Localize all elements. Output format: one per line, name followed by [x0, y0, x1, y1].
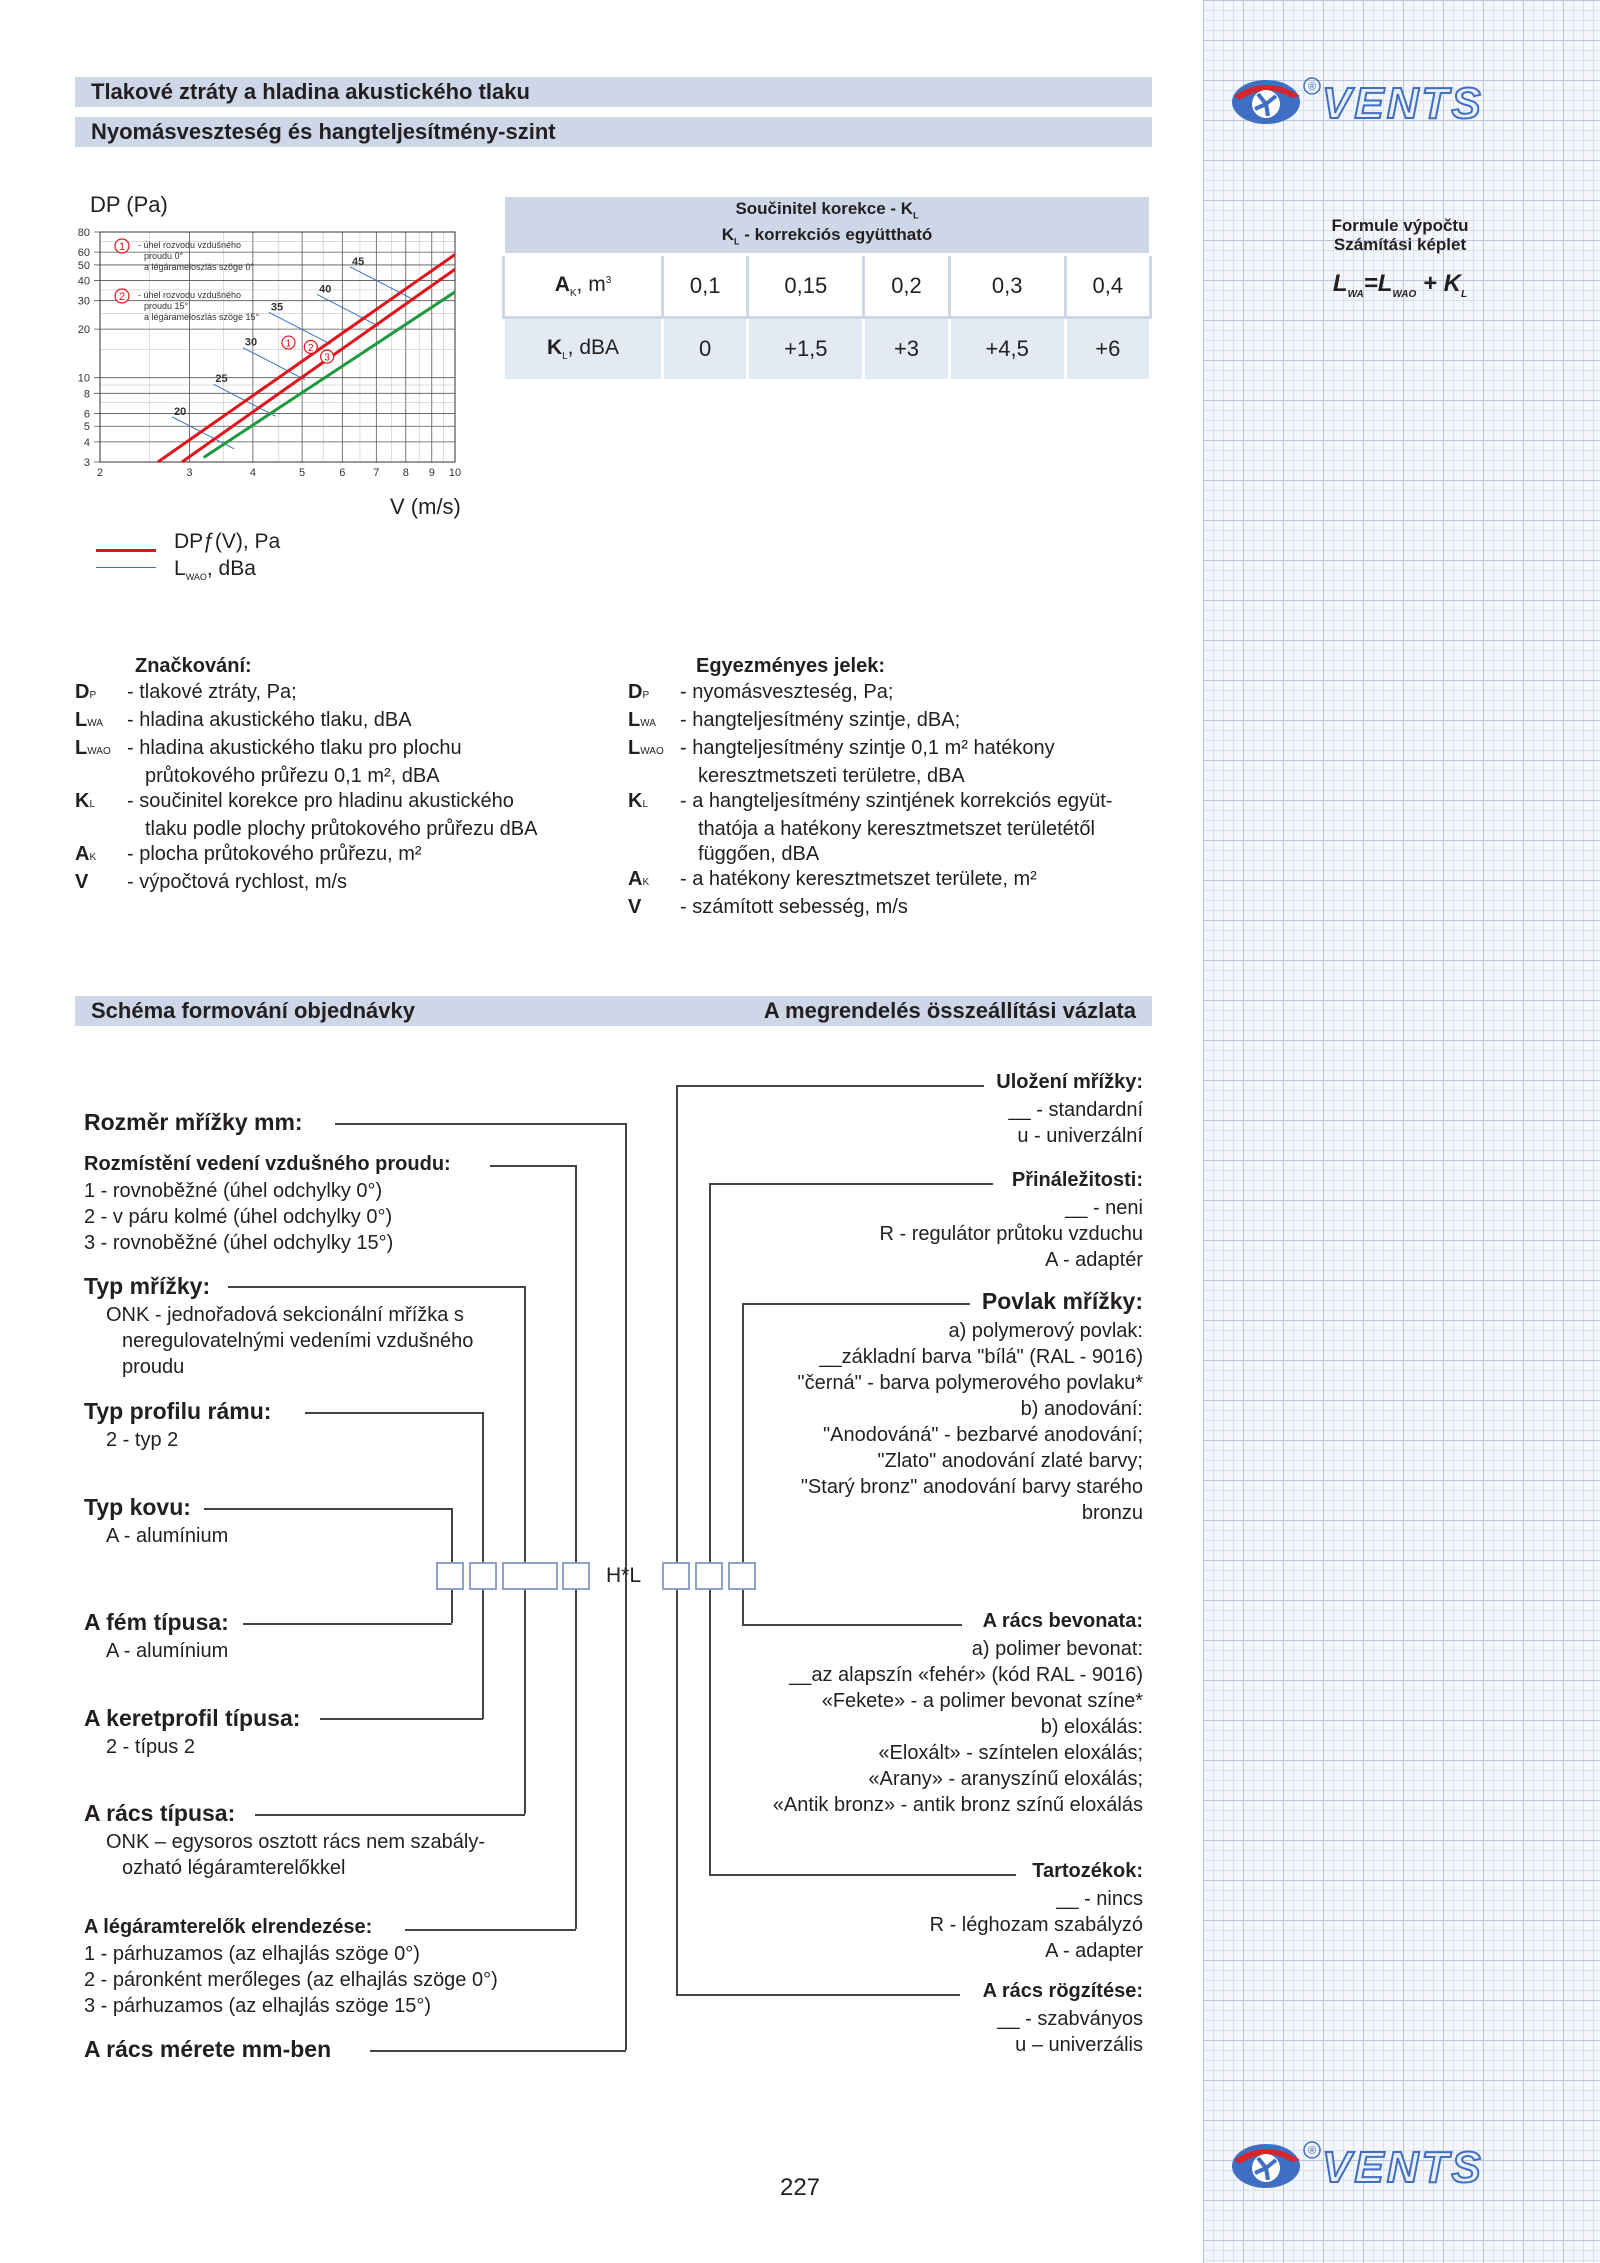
symbol-description: - hangteljesítmény szintje, dBA;	[680, 709, 961, 731]
table-row-ak	[504, 255, 1151, 318]
list-item: bronzu	[1081, 1502, 1143, 1524]
point-marker-label: 1	[285, 338, 292, 350]
symbol-description: - hangteljesítmény szintje 0,1 m² hatékony	[680, 737, 1055, 759]
type-cz-options	[106, 1302, 473, 1380]
list-item: «Fekete» - a polimer bevonat színe*	[821, 1690, 1143, 1712]
annotation-text: - úhel rozvodu vzdušného	[138, 290, 242, 300]
dist-hu-options	[84, 1941, 498, 2019]
coat-hu-options	[773, 1636, 1143, 1818]
size-hu-label: A rács mérete mm-ben	[84, 2036, 332, 2062]
type-hu-label: A rács típusa:	[84, 1800, 236, 1826]
legend-cz-item	[75, 842, 635, 870]
legend-blue-swatch	[96, 567, 156, 568]
metal-hu-option: A - alumínium	[106, 1640, 229, 1662]
x-tick-label: 6	[339, 467, 346, 479]
dba-label: 45	[351, 255, 365, 268]
list-item: 2 - v páru kolmé (úhel odchylky 0°)	[84, 1206, 393, 1228]
y-tick-label: 6	[83, 408, 90, 421]
list-item: ozható légáramterelőkkel	[122, 1857, 346, 1879]
connector-line	[709, 1183, 993, 1185]
legend-cz-item	[75, 870, 635, 895]
code-box-mount[interactable]	[662, 1562, 690, 1590]
symbol: LWAO	[75, 737, 111, 759]
connector-line	[524, 1286, 526, 1814]
order-title-cz: Schéma formování objednávky	[91, 998, 415, 1023]
code-hl: H*L	[606, 1564, 642, 1587]
legend-cz-heading: Značkování:	[135, 655, 252, 677]
symbol: V	[75, 871, 89, 893]
legend-hu-item-continued: keresztmetszeti területre, dBA	[698, 765, 965, 787]
order-title-hu: A megrendelés összeállítási vázlata	[763, 998, 1136, 1023]
pressure-chart	[60, 222, 480, 482]
list-item: "Anodováná" - bezbarvé anodování;	[823, 1424, 1143, 1446]
page-number: 227	[779, 2174, 821, 2201]
list-item: A - adapter	[1045, 1940, 1143, 1962]
legend-hu-item-continued: thatója a hatékony keresztmetszet területétől	[698, 818, 1095, 840]
list-item: "Zlato" anodování zlaté barvy;	[877, 1450, 1143, 1472]
dba-line	[269, 312, 331, 344]
correction-table	[502, 194, 1152, 382]
x-tick-label: 10	[448, 467, 462, 479]
table-cell: 0,3	[949, 255, 1065, 318]
size-cz-label: Rozměr mřížky mm:	[84, 1109, 303, 1135]
table-cell: +1,5	[748, 318, 864, 381]
legend-hu-item	[628, 895, 1168, 920]
symbol: DP	[628, 681, 650, 703]
symbol: DP	[75, 681, 97, 703]
connector-line	[243, 1623, 452, 1625]
list-item: u - univerzální	[1017, 1125, 1143, 1147]
list-item: __ - neni	[1065, 1197, 1143, 1219]
connector-line	[405, 1929, 576, 1931]
dba-label: 25	[215, 373, 228, 386]
type-cz-label: Typ mřížky:	[84, 1273, 211, 1299]
legend-red-swatch	[96, 549, 156, 552]
symbol-description: - tlakové ztráty, Pa;	[127, 681, 297, 703]
row-label-ak: $A_K$, $m^3$	[504, 255, 663, 318]
y-tick-label: 20	[77, 324, 90, 337]
connector-line	[575, 1165, 577, 1929]
annotation-text: a légárameloszlás szöge 15°	[144, 312, 260, 322]
list-item: __az alapszín «fehér» (kód RAL - 9016)	[789, 1664, 1143, 1686]
connector-line	[370, 2050, 626, 2052]
chart-xlabel: V (m/s)	[390, 494, 461, 519]
list-item: «Eloxált» - színtelen eloxálás;	[878, 1742, 1143, 1764]
y-tick-label: 5	[83, 421, 90, 434]
x-tick-label: 2	[96, 467, 104, 479]
list-item: u – univerzális	[1015, 2034, 1143, 2056]
order-bar	[75, 996, 1152, 1026]
x-tick-label: 5	[299, 467, 306, 479]
dba-line	[350, 267, 412, 299]
frame-cz-label: Typ profilu rámu:	[84, 1398, 272, 1424]
table-cell: 0	[663, 318, 748, 381]
formula-expression: $L_{WA}=L_{WAO} + K_L$	[1332, 270, 1468, 300]
list-item: proudu	[122, 1356, 185, 1378]
x-tick-label: 7	[373, 467, 380, 479]
mount-hu-options	[997, 2006, 1143, 2058]
svg-text:VENTS: VENTS	[1322, 79, 1484, 128]
legend-hu-item	[628, 680, 1168, 708]
table-cell: 0,1	[663, 255, 748, 318]
annotation-text: proudu 0°	[144, 251, 184, 261]
legend-hu-item-continued: függően, dBA	[698, 843, 820, 865]
x-tick-label: 3	[186, 467, 193, 479]
type-hu-options	[106, 1829, 485, 1881]
point-marker-label: 2	[307, 342, 314, 354]
symbol-description: - výpočtová rychlost, m/s	[127, 871, 348, 893]
symbol-description: - nyomásveszteség, Pa;	[680, 681, 894, 703]
list-item: «Antik bronz» - antik bronz színű eloxálás	[772, 1794, 1143, 1816]
legend-cz-item-continued: průtokového průřezu 0,1 m², dBA	[145, 765, 440, 787]
code-box-size[interactable]	[436, 1562, 464, 1590]
list-item: b) eloxálás:	[1040, 1716, 1143, 1738]
table-row-kl	[504, 318, 1151, 381]
y-tick-label: 30	[77, 295, 90, 308]
list-item: 3 - párhuzamos (az elhajlás szöge 15°)	[84, 1995, 432, 2017]
dist-cz-label: Rozmístění vedení vzdušného proudu:	[84, 1153, 451, 1175]
legend-cz-item	[75, 680, 635, 708]
mount-cz-options	[1008, 1097, 1143, 1149]
list-item: R - regulátor průtoku vzduchu	[879, 1223, 1143, 1245]
list-item: __ - szabványos	[997, 2008, 1143, 2030]
dba-label: 20	[173, 405, 187, 418]
legend-cz-item	[75, 708, 635, 736]
symbol-description: - hladina akustického tlaku pro plochu	[127, 737, 462, 759]
table-cell: 0,2	[864, 255, 949, 318]
symbol: KL	[75, 790, 96, 812]
list-item: 1 - párhuzamos (az elhajlás szöge 0°)	[84, 1943, 420, 1965]
connector-line	[204, 1508, 452, 1510]
connector-line	[676, 1085, 984, 1087]
list-item: 1 - rovnoběžné (úhel odchylky 0°)	[84, 1180, 383, 1202]
list-item: "černá" - barva polymerového povlaku*	[797, 1372, 1143, 1394]
header-title-cz: Tlakové ztráty a hladina akustického tlaku	[91, 79, 530, 104]
connector-line	[255, 1814, 525, 1816]
correction-table-header: Součinitel korekce - $K_L$ $K_L$ - korrekciós együttható	[504, 196, 1151, 255]
dba-label: 30	[244, 336, 258, 349]
code-box-accessory[interactable]	[695, 1562, 723, 1590]
symbol: LWA	[75, 709, 103, 731]
symbol: LWAO	[628, 737, 664, 759]
dist-hu-label: A légáramterelők elrendezése:	[84, 1916, 373, 1938]
table-cell: +4,5	[949, 318, 1065, 381]
connector-line	[676, 1994, 960, 1996]
symbol-description: - plocha průtokového průřezu, m²	[127, 843, 422, 865]
point-marker-label: 3	[324, 352, 330, 364]
metal-cz-label: Typ kovu:	[84, 1494, 191, 1520]
formula-title	[1250, 216, 1550, 254]
connector-line	[305, 1412, 483, 1414]
annotation-marker-label: 1	[118, 241, 126, 253]
symbol: LWA	[628, 709, 656, 731]
annotation-text: proudu 15°	[144, 301, 189, 311]
connector-line	[709, 1874, 1016, 1876]
legend-hu-heading: Egyezményes jelek:	[696, 655, 885, 677]
row-label-kl: $K_L$, dBA	[504, 318, 663, 381]
y-tick-label: 8	[83, 388, 90, 401]
list-item: ONK - jednořadová sekcionální mřížka s	[106, 1304, 464, 1326]
connector-line	[742, 1624, 962, 1626]
legend-blue-label: $L_{WAO}$, dBa	[174, 557, 256, 583]
formula-title-hu: Számítási képlet	[1333, 235, 1467, 254]
acc-cz-options	[880, 1195, 1143, 1273]
symbol: AK	[628, 868, 650, 890]
acc-hu-label: Tartozékok:	[1032, 1860, 1143, 1882]
x-tick-label: 9	[428, 467, 435, 479]
svg-text:®: ®	[1308, 81, 1317, 93]
coat-cz-options	[798, 1318, 1144, 1526]
vents-logo-top	[1228, 74, 1558, 130]
list-item: ONK – egysoros osztott rács nem szabály-	[106, 1831, 486, 1853]
legend-cz-item-continued: tlaku podle plochy průtokového průřezu dBA	[145, 818, 538, 840]
annotation-marker-label: 2	[118, 291, 126, 303]
connector-line	[228, 1286, 525, 1288]
x-tick-label: 4	[249, 467, 256, 479]
y-tick-label: 10	[77, 372, 90, 385]
acc-hu-options	[930, 1886, 1143, 1964]
list-item: «Arany» - aranyszínű eloxálás;	[868, 1768, 1143, 1790]
code-box-frame[interactable]	[562, 1562, 590, 1590]
list-item: __ - standardní	[1008, 1099, 1143, 1121]
legend-cz-item	[75, 789, 635, 817]
header-bar-cz	[75, 77, 1152, 107]
list-item: 3 - rovnoběžné (úhel odchylky 15°)	[84, 1232, 394, 1254]
legend-hu-item	[628, 867, 1168, 895]
legend-red-label: DPƒ(V), Pa	[174, 530, 281, 553]
y-tick-label: 3	[83, 457, 90, 469]
y-tick-label: 40	[77, 275, 90, 288]
chart-ylabel: DP (Pa)	[90, 192, 168, 217]
connector-line	[742, 1303, 970, 1305]
list-item: a) polimer bevonat:	[971, 1638, 1143, 1660]
list-item: "Starý bronz" anodování barvy starého	[800, 1476, 1143, 1498]
y-tick-label: 80	[77, 227, 90, 239]
series-line-1	[158, 255, 455, 462]
formula-title-cz: Formule výpočtu	[1331, 216, 1469, 235]
legend-cz	[75, 655, 635, 895]
symbol: AK	[75, 843, 97, 865]
table-cell: 0,4	[1065, 255, 1150, 318]
connector-line	[709, 1183, 711, 1874]
y-tick-label: 60	[77, 247, 90, 260]
mount-hu-label: A rács rögzítése:	[982, 1980, 1143, 2002]
connector-line	[335, 1123, 625, 1125]
dist-cz-options	[84, 1178, 393, 1256]
list-item: A - adaptér	[1045, 1249, 1143, 1271]
dba-line	[317, 294, 379, 326]
code-box-coating[interactable]	[728, 1562, 756, 1590]
metal-hu-label: A fém típusa:	[84, 1609, 229, 1635]
frame-cz-option: 2 - typ 2	[106, 1429, 179, 1451]
code-box-distribution[interactable]	[469, 1562, 497, 1590]
header-bar-hu	[75, 117, 1152, 147]
header-title-hu: Nyomásveszteség és hangteljesítmény-szint	[91, 119, 556, 144]
svg-text:VENTS: VENTS	[1322, 2143, 1484, 2192]
sidebar-grid	[1203, 0, 1600, 2263]
dba-line	[243, 348, 305, 380]
table-cell: +3	[864, 318, 949, 381]
connector-line	[490, 1165, 576, 1167]
legend-hu-item	[628, 708, 1168, 736]
legend-cz-item	[75, 736, 635, 764]
symbol-description: - a hangteljesítmény szintjének korrekciós együt-	[680, 790, 1113, 812]
dba-label: 35	[270, 301, 284, 314]
list-item: neregulovatelnými vedeními vzdušného	[122, 1330, 474, 1352]
table-cell: 0,15	[748, 255, 864, 318]
legend-hu-item	[628, 789, 1168, 817]
metal-cz-option: A - alumínium	[106, 1525, 229, 1547]
svg-text:®: ®	[1308, 2145, 1317, 2157]
symbol: KL	[628, 790, 649, 812]
list-item: a) polymerový povlak:	[948, 1320, 1143, 1342]
symbol-description: - součinitel korekce pro hladinu akustického	[127, 790, 514, 812]
y-tick-label: 50	[77, 259, 90, 272]
coat-cz-label: Povlak mřížky:	[981, 1288, 1143, 1314]
frame-hu-option: 2 - típus 2	[106, 1736, 195, 1758]
acc-cz-label: Přináležitosti:	[1011, 1169, 1143, 1191]
legend-hu	[628, 655, 1168, 920]
table-cell: +6	[1065, 318, 1150, 381]
symbol-description: - hladina akustického tlaku, dBA	[127, 709, 412, 731]
mount-cz-label: Uložení mřížky:	[996, 1071, 1143, 1093]
symbol-description: - számított sebesség, m/s	[680, 896, 908, 918]
connector-line	[320, 1718, 483, 1720]
list-item: __základní barva "bílá" (RAL - 9016)	[819, 1346, 1143, 1368]
annotation-text: a légárameloszlás szöge 0°	[144, 262, 255, 272]
coat-hu-label: A rács bevonata:	[982, 1610, 1143, 1632]
list-item: R - léghozam szabályzó	[929, 1914, 1143, 1936]
connector-line	[676, 1085, 678, 1995]
symbol-description: - a hatékony keresztmetszet területe, m²	[680, 868, 1037, 890]
frame-hu-label: A keretprofil típusa:	[84, 1705, 301, 1731]
x-tick-label: 8	[402, 467, 409, 479]
list-item: b) anodování:	[1020, 1398, 1143, 1420]
symbol: V	[628, 896, 642, 918]
legend-hu-item	[628, 736, 1168, 764]
dba-label: 40	[319, 283, 332, 296]
list-item: __ - nincs	[1056, 1888, 1143, 1910]
annotation-text: - úhel rozvodu vzdušného	[138, 240, 242, 250]
list-item: 2 - páronként merőleges (az elhajlás szöge 0°)	[84, 1969, 498, 1991]
code-box-type[interactable]	[502, 1562, 558, 1590]
y-tick-label: 4	[83, 436, 90, 449]
